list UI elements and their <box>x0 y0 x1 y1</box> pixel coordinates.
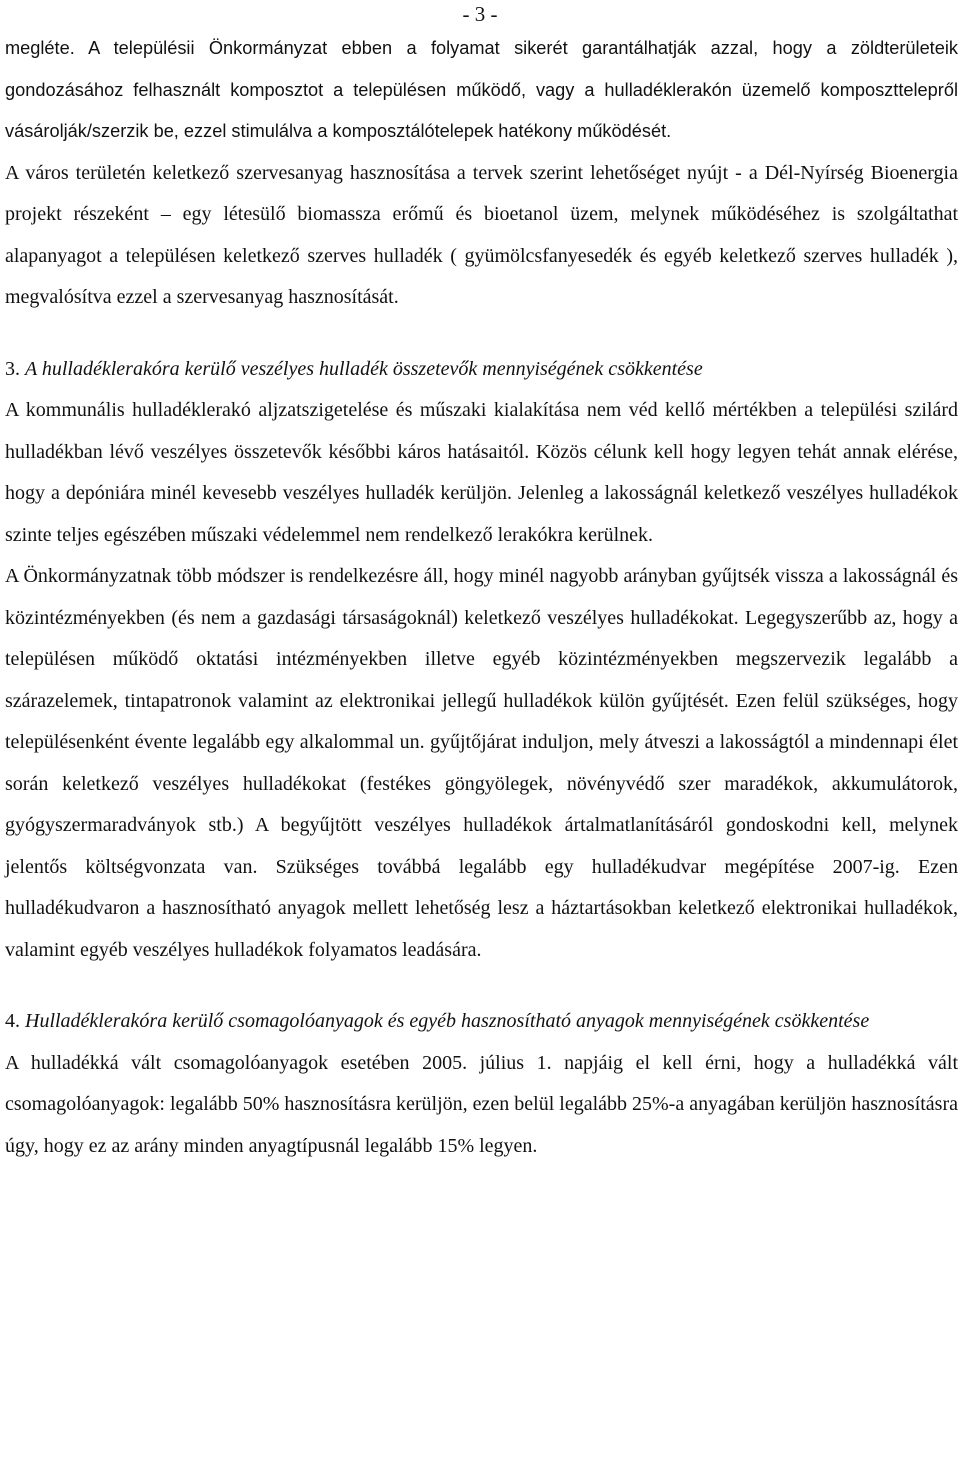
page-number: - 3 - <box>462 2 498 26</box>
section-3-paragraph-2: A Önkormányzatnak több módszer is rendelkezésre áll, hogy minél nagyobb arányban gyűjtsék vissza a lakosságnál és közintézményekben (és nem a gazdasági társaságoknál) keletkező veszélyes hulladékokat. Legegyszerűbb az, hogy a településen működő oktatási intézményekben illetve egyéb közintézményekben megszervezik legalább a szárazelemek, tintapatronok valamint az elektronikai jellegű hulladékok külön gyűjtését. Ezen felül szükséges, hogy településenként évente legalább egy alkalommal un. gyűjtőjárat induljon, mely átveszi a lakosságtól a mindennapi élet során keletkező veszélyes hulladékokat (festékes göngyölegek, növényvédő szer maradékok, akkumulátorok, gyógyszermaradványok stb.) A begyűjtött veszélyes hulladékok ártalmatlanításáról gondoskodni kell, melynek jelentős költségvonzata van. Szükséges továbbá legalább egy hulladékudvar megépítése 2007-ig. Ezen hulladékudvaron a hasznosítható anyagok mellett lehetőség lesz a háztartásokban keletkező elektronikai hulladékok, valamint egyéb veszélyes hulladékok folyamatos leadására. <box>5 565 958 961</box>
document-body <box>5 28 958 1167</box>
paragraph-bioenergy: A város területén keletkező szervesanyag hasznosítása a tervek szerint lehetőséget nyújt - a Dél-Nyírség Bioenergia projekt részeként – egy létesülő biomassza erőmű és bioetanol üzem, melynek működéséhez is szolgáltathat alapanyagot a településen keletkező szerves hulladék ( gyümölcsfanyesedék és egyéb keletkező szerves hulladék ), megvalósítva ezzel a szervesanyag hasznosítását. <box>5 161 958 308</box>
paragraph-intro: megléte. A településii Önkormányzat ebben a folyamat sikerét garantálhatják azzal, hogy a zöldterületeik gondozásához felhasznált komposztot a településen működő, vagy a hulladéklerakón üzemelő komposzttelepről vásárolják/szerzik be, ezzel stimulálva a komposztálótelepek hatékony működését. <box>5 38 958 141</box>
spacer <box>5 319 958 349</box>
section-3-heading <box>5 349 958 391</box>
section-4-number: 4. <box>5 1010 20 1032</box>
section-4-heading <box>5 1001 958 1043</box>
section-3-title: A hulladéklerakóra kerülő veszélyes hulladék összetevők mennyiségének csökkentése <box>25 357 703 380</box>
section-3-number: 3. <box>5 357 20 380</box>
section-3-paragraph-1: A kommunális hulladéklerakó aljzatszigetelése és műszaki kialakítása nem véd kellő mértékben a települési szilárd hulladékban lévő veszélyes összetevők későbbi káros hatásaitól. Közös célunk kell hogy legyen tehát annak elérése, hogy a depóniára minél kevesebb veszélyes hulladék kerüljön. Jelenleg a lakosságnál keletkező veszélyes hulladékok szinte teljes egészében műszaki védelemmel nem rendelkező lerakókra kerülnek. <box>5 399 958 546</box>
spacer <box>5 971 958 1001</box>
section-4-title: Hulladéklerakóra kerülő csomagolóanyagok és egyéb hasznosítható anyagok mennyiségének csökkentése <box>25 1010 870 1032</box>
section-4-paragraph-1: A hulladékká vált csomagolóanyagok esetében 2005. július 1. napjáig el kell érni, hogy a hulladékká vált csomagolóanyagok: legalább 50% hasznosításra kerüljön, ezen belül legalább 25%-a anyagában kerüljön hasznosításra úgy, hogy ez az arány minden anyagtípusnál legalább 15% legyen. <box>5 1051 958 1157</box>
